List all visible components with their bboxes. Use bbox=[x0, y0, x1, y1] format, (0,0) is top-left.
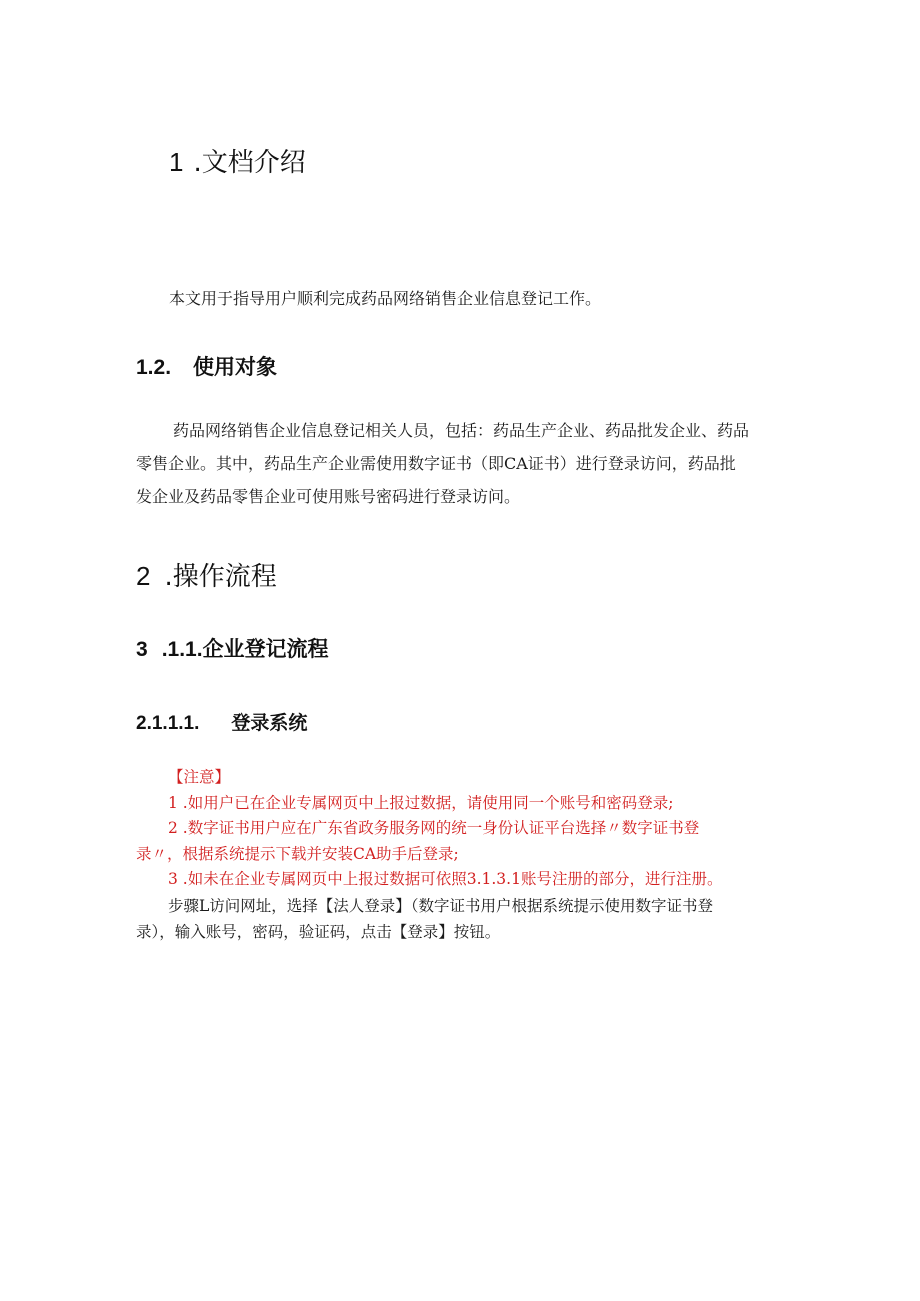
heading-number: 2.1.1.1. bbox=[136, 713, 200, 734]
notice-item-2: 2 .数字证书用户应在广东省政务服务网的统一身份认证平台选择〃数字证书登 bbox=[168, 819, 700, 837]
target-users-paragraph: 药品网络销售企业信息登记相关人员，包括：药品生产企业、药品批发企业、药品 零售企业。其中，药品生产企业需使用数字证书（即CA证书）进行登录访问，药品批 发企业及药品零售企业可使用账号密码进行登录访问。 bbox=[136, 421, 750, 506]
heading-document-intro bbox=[169, 142, 306, 179]
heading-target-users bbox=[136, 351, 277, 381]
intro-paragraph: 本文用于指导用户顺利完成药品网络销售企业信息登记工作。 bbox=[169, 289, 602, 308]
step1-paragraph: 步骤L访问网址，选择【法人登录】（数字证书用户根据系统提示使用数字证书登 录），输入账号，密码，验证码，点击【登录】按钮。 bbox=[136, 897, 714, 941]
notice-item-3: 3 .如未在企业专属网页中上报过数据可依照3.1.3.1账号注册的部分，进行注册。 bbox=[168, 870, 723, 888]
heading-enterprise-registration-flow bbox=[136, 633, 329, 663]
notice-item-2-cont: 录〃，根据系统提示下载并安装CA助手后登录; bbox=[136, 844, 459, 863]
heading-number: 1 bbox=[169, 147, 184, 177]
notice-block bbox=[136, 765, 722, 893]
heading-title: 使用对象 bbox=[193, 355, 278, 379]
heading-operation-flow bbox=[136, 556, 277, 593]
heading-title: 企业登记流程 bbox=[202, 637, 329, 661]
heading-title: .操作流程 bbox=[164, 562, 277, 592]
heading-number: 1.2. bbox=[136, 356, 172, 379]
notice-item-1: 1 .如用户已在企业专属网页中上报过数据，请使用同一个账号和密码登录; bbox=[168, 793, 674, 812]
heading-title: .文档介绍 bbox=[193, 148, 306, 178]
notice-heading: 【注意】 bbox=[168, 768, 231, 786]
heading-number: 2 bbox=[136, 561, 151, 591]
heading-number: 3 bbox=[136, 638, 148, 661]
heading-login-system bbox=[136, 708, 307, 735]
heading-title: 登录系统 bbox=[231, 712, 308, 734]
heading-number-suffix: .1.1. bbox=[161, 638, 203, 661]
